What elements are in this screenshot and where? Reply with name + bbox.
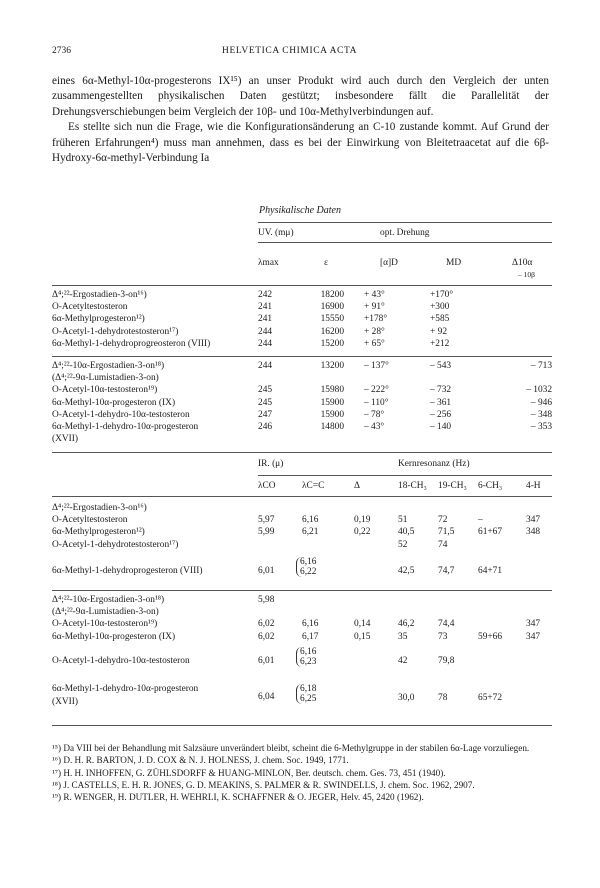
compound-name: 6α-Methyl-10α-progesteron (IX) <box>52 631 176 642</box>
compound-name-line2: (XVII) <box>52 697 79 707</box>
value-19ch3: 78 <box>438 693 448 703</box>
value-6ch3: 61+67 <box>478 527 503 538</box>
compound-name: O-Acetyl-1-dehydro-10α-testosteron <box>52 409 190 420</box>
value-cc2: 6,25 <box>300 694 317 704</box>
value-18ch3 <box>398 502 438 514</box>
value-6ch3: 59+66 <box>478 631 503 642</box>
value-epsilon <box>308 433 364 445</box>
alpha-d-header: [α]D <box>380 258 398 268</box>
value-epsilon: 15900 <box>320 397 344 408</box>
value-epsilon: 15200 <box>320 338 344 349</box>
value-lambda-max: 247 <box>258 409 273 420</box>
value-cc: 6,16 <box>302 515 319 526</box>
compound-name: O-Acetyl-10α-testosteron¹⁹) <box>52 619 158 630</box>
nmr-header: Kernresonanz (Hz) <box>398 459 470 469</box>
value-alpha-d: – 43° <box>364 422 385 433</box>
rule-header-2 <box>52 496 552 497</box>
table-row <box>52 372 552 384</box>
value-delta <box>496 289 552 301</box>
table-row <box>52 360 552 372</box>
value-alpha-d: – 78° <box>364 409 385 420</box>
value-epsilon <box>308 372 364 384</box>
value-19ch3: 72 <box>438 515 448 526</box>
value-cc1: 6,16 <box>300 647 317 657</box>
footnote-16: ¹⁶) D. H. R. BARTON, J. D. COX & N. J. HOLNESS, J. chem. Soc. 1949, 1771. <box>52 755 349 766</box>
value-delta <box>354 502 398 514</box>
value-lambda-max <box>258 433 308 445</box>
footnote-17: ¹⁷) H. H. INHOFFEN, G. ZÜHLSDORFF & HUANG-MINLON, Ber. deutsch. chem. Ges. 73, 451 (1940). <box>52 767 446 778</box>
rule-group-2 <box>258 475 552 476</box>
ch3-18-header: 18-CH₃ <box>398 481 427 491</box>
table-caption: Physikalische Daten <box>259 205 341 216</box>
value-6ch3: 65+72 <box>478 693 503 703</box>
value-lambda-max: 244 <box>258 361 273 371</box>
value-md: + 92 <box>430 326 448 337</box>
value-cc: 6,17 <box>302 631 319 642</box>
value-co: 6,01 <box>258 656 275 666</box>
value-4h: 348 <box>526 527 541 538</box>
value-md <box>430 433 496 445</box>
rule-table-2-top <box>52 452 552 453</box>
journal-title: HELVETICA CHIMICA ACTA <box>222 46 358 56</box>
table-row <box>52 313 552 325</box>
value-epsilon: 13200 <box>320 361 344 371</box>
delta-sub-header: – 10β <box>518 270 535 279</box>
value-18ch3 <box>398 606 438 618</box>
value-md: +300 <box>430 302 450 313</box>
table2-block1 <box>52 502 552 551</box>
footnote-19: ¹⁹) R. WENGER, H. DUTLER, H. WEHRLI, K. SCHAFFNER & O. JEGER, Helv. 45, 2420 (1962). <box>52 792 424 803</box>
value-cc <box>302 606 354 618</box>
compound-name: Δ⁴;²²-Ergostadien-3-on¹⁶) <box>52 503 147 513</box>
value-18ch3: 42 <box>398 656 408 666</box>
value-epsilon: 16200 <box>320 326 344 337</box>
value-delta <box>354 539 398 551</box>
value-delta <box>496 301 552 313</box>
value-6ch3 <box>478 539 526 551</box>
table1-block2 <box>52 360 552 445</box>
value-co <box>258 539 302 551</box>
footnote-15: ¹⁵) Da VIII bei der Behandlung mit Salzsäure unverändert bleibt, scheint die 6-Methylgruppe in der stabilen 6α-Lage vorzuliegen. <box>52 743 530 753</box>
cc-brace <box>296 557 316 577</box>
table-row <box>52 338 552 350</box>
epsilon-header: ε <box>324 258 328 268</box>
value-delta <box>496 313 552 325</box>
value-alpha-d: + 91° <box>364 302 385 313</box>
compound-name: 6α-Methyl-10α-progesteron (IX) <box>52 397 176 408</box>
value-alpha-d: – 110° <box>364 397 389 408</box>
value-epsilon: 15980 <box>320 385 344 396</box>
value-delta <box>354 606 398 618</box>
uv-header: UV. (mμ) <box>258 228 294 238</box>
value-delta <box>354 594 398 606</box>
value-co: 6,02 <box>258 631 275 642</box>
value-18ch3: 51 <box>398 515 408 526</box>
value-6ch3 <box>478 606 526 618</box>
value-19ch3 <box>438 606 478 618</box>
value-alpha-d <box>364 433 430 445</box>
table-row <box>52 326 552 338</box>
md-header: MD <box>446 258 462 268</box>
value-4h: 347 <box>526 631 541 642</box>
value-6ch3 <box>478 618 526 630</box>
cc-brace <box>296 684 316 704</box>
rule-block-1 <box>52 356 552 357</box>
value-6ch3 <box>478 502 526 514</box>
table-row <box>52 618 552 630</box>
co-header: λCO <box>258 481 276 491</box>
compound-name: O-Acetyl-1-dehydrotestosteron¹⁷) <box>52 539 179 550</box>
value-6ch3: 64+71 <box>478 566 503 576</box>
ch3-19-header: 19-CH₃ <box>438 481 467 491</box>
value-4h: 347 <box>526 619 541 630</box>
value-alpha-d: + 43° <box>364 290 385 300</box>
rotation-header: opt. Drehung <box>380 228 430 238</box>
value-delta: 0,22 <box>354 527 371 538</box>
value-epsilon: 18200 <box>320 290 344 300</box>
value-co: 6,01 <box>258 566 275 576</box>
value-18ch3: 40,5 <box>398 527 415 538</box>
value-co: 5,98 <box>258 595 275 605</box>
value-delta: 0,15 <box>354 631 371 642</box>
table1-col-header <box>52 256 552 284</box>
value-md: – 732 <box>430 385 452 396</box>
table-row <box>52 421 552 433</box>
value-cc2: 6,23 <box>300 657 317 667</box>
table-row <box>52 301 552 313</box>
value-lambda-max: 245 <box>258 385 273 396</box>
compound-name: 6α-Methyl-1-dehydro-10α-progesteron <box>52 422 199 433</box>
value-co: 5,99 <box>258 527 275 538</box>
value-19ch3: 74 <box>438 539 448 550</box>
compound-name: O-Acetyltestosteron <box>52 515 128 526</box>
value-19ch3: 74,7 <box>438 566 455 576</box>
value-delta: 0,14 <box>354 619 371 630</box>
value-4h: 347 <box>526 515 541 526</box>
value-6ch3 <box>478 594 526 606</box>
value-md: – 140 <box>430 422 452 433</box>
value-alpha-d: + 65° <box>364 338 385 349</box>
value-lambda-max: 244 <box>258 326 273 337</box>
rule-block-2 <box>52 590 552 591</box>
value-cc: 6,21 <box>302 527 319 538</box>
table2-row-xvii <box>52 684 552 714</box>
value-epsilon: 15900 <box>320 409 344 420</box>
value-delta <box>496 338 552 350</box>
table-row <box>52 539 552 551</box>
value-cc2: 6,22 <box>300 567 317 577</box>
table-row <box>52 409 552 421</box>
compound-name: 6α-Methyl-1-dehydroprogreosteron (VIII) <box>52 338 211 349</box>
body-text <box>52 74 549 166</box>
value-cc1: 6,16 <box>300 557 317 567</box>
value-6ch3: – <box>478 515 483 526</box>
value-md: +170° <box>430 290 454 300</box>
value-co: 5,97 <box>258 515 275 526</box>
value-18ch3: 30,0 <box>398 693 415 703</box>
compound-name: Δ⁴;²²-Ergostadien-3-on¹⁶) <box>52 290 147 300</box>
rule-table-bottom <box>52 725 552 726</box>
paragraph-1: eines 6α-Methyl-10α-progesterons IX¹⁵) an unser Produkt wird auch durch den Vergleich der unten zusammengestellten physikalischen Daten gestützt; insbesondere fällt die Parallelität der Drehungsverschiebungen beim Vergleich der 10β- und 10α-Methylverbindungen auf. <box>52 75 549 118</box>
value-lambda-max: 241 <box>258 302 273 313</box>
footnote-18: ¹⁸) J. CASTELLS, E. H. R. JONES, G. D. MEAKINS, S. PALMER & R. SWINDELLS, J. chem. Soc. 1962, 2907. <box>52 779 475 790</box>
ch3-6-header: 6-CH₃ <box>478 481 503 491</box>
rule-top <box>258 222 552 223</box>
value-delta: – 946 <box>530 397 552 408</box>
compound-name: 6α-Methyl-1-dehydroprogesteron (VIII) <box>52 566 203 576</box>
value-cc <box>302 539 354 551</box>
compound-name: (Δ⁴;²²-9α-Lumistadien-3-on) <box>52 373 159 384</box>
value-co <box>258 502 302 514</box>
value-delta: – 1032 <box>526 385 552 396</box>
value-md <box>430 372 496 384</box>
table2-block2 <box>52 594 552 643</box>
table-row <box>52 384 552 396</box>
value-4h <box>526 606 552 618</box>
value-cc1: 6,18 <box>300 684 317 694</box>
table-row <box>52 594 552 606</box>
lambda-max-header: λmax <box>258 258 279 268</box>
table2-row-testo <box>52 647 552 677</box>
value-alpha-d: +178° <box>364 314 388 325</box>
compound-name: Δ⁴;²²-10α-Ergostadien-3-on¹⁸) <box>52 595 165 605</box>
value-18ch3: 35 <box>398 631 408 642</box>
value-epsilon: 15550 <box>320 314 344 325</box>
table-row <box>52 502 552 514</box>
value-md: – 361 <box>430 397 452 408</box>
footnotes <box>52 742 552 803</box>
value-cc <box>302 594 354 606</box>
rule-group-1 <box>258 242 552 243</box>
value-delta <box>496 433 552 445</box>
cc-brace <box>296 647 316 667</box>
h4-header: 4-H <box>526 481 541 491</box>
value-alpha-d: + 28° <box>364 326 385 337</box>
value-epsilon: 14800 <box>320 422 344 433</box>
value-md: – 256 <box>430 409 452 420</box>
value-cc <box>302 502 354 514</box>
value-lambda-max: 242 <box>258 290 273 300</box>
value-lambda-max: 244 <box>258 338 273 349</box>
delta2-header: Δ <box>354 481 361 491</box>
value-delta <box>496 372 552 384</box>
table-row <box>52 514 552 526</box>
value-18ch3: 46,2 <box>398 619 415 630</box>
value-delta: – 353 <box>530 422 552 433</box>
value-18ch3 <box>398 594 438 606</box>
table1-block1 <box>52 289 552 350</box>
compound-name: 6α-Methylprogesteron¹²) <box>52 314 145 325</box>
value-md: +585 <box>430 314 450 325</box>
value-alpha-d: – 222° <box>364 385 389 396</box>
table-row <box>52 397 552 409</box>
compound-name: 6α-Methylprogesteron¹²) <box>52 527 145 538</box>
table2-row-viii <box>52 557 552 587</box>
value-delta: 0,19 <box>354 515 371 526</box>
value-19ch3: 74,4 <box>438 619 455 630</box>
delta-header: Δ10α <box>512 258 533 268</box>
compound-name: O-Acetyl-10α-testosteron¹⁹) <box>52 385 158 396</box>
cc-header: λC=C <box>302 481 325 491</box>
value-co: 6,04 <box>258 692 275 702</box>
value-18ch3: 42,5 <box>398 566 415 576</box>
value-alpha-d <box>364 372 430 384</box>
value-18ch3: 52 <box>398 539 408 550</box>
table-row <box>52 289 552 301</box>
value-19ch3 <box>438 594 478 606</box>
value-lambda-max: 241 <box>258 314 273 325</box>
value-epsilon: 16900 <box>320 302 344 313</box>
value-co <box>258 606 302 618</box>
rule-header-1 <box>52 285 552 286</box>
paragraph-2: Es stellte sich nun die Frage, wie die Konfigurationsänderung an C-10 zustande kommt. Auf Grund der früheren Erfahrungen⁴) muss man annehmen, dass es bei der Einwirkung von Bleitetraacetat auf die 6β-Hydroxy-6α-methyl-Verbindung Ia <box>52 121 549 165</box>
value-lambda-max: 245 <box>258 397 273 408</box>
table-row <box>52 631 552 643</box>
value-delta <box>496 326 552 338</box>
value-lambda-max: 246 <box>258 422 273 433</box>
value-4h <box>526 539 552 551</box>
value-4h <box>526 594 552 606</box>
table-row <box>52 606 552 618</box>
value-co: 6,02 <box>258 619 275 630</box>
table-row <box>52 433 552 445</box>
table-row <box>52 526 552 538</box>
value-19ch3: 73 <box>438 631 448 642</box>
value-delta: – 348 <box>530 409 552 420</box>
value-alpha-d: – 137° <box>364 361 389 371</box>
compound-name: O-Acetyl-1-dehydrotestosteron¹⁷) <box>52 326 179 337</box>
compound-name: Δ⁴;²²-10α-Ergostadien-3-on¹⁸) <box>52 361 165 371</box>
value-4h <box>526 502 552 514</box>
value-delta: – 713 <box>530 361 552 371</box>
compound-name: O-Acetyl-1-dehydro-10α-testosteron <box>52 656 190 666</box>
value-cc: 6,16 <box>302 619 319 630</box>
value-md: – 543 <box>430 361 452 371</box>
value-19ch3: 79,8 <box>438 656 455 666</box>
page-number: 2736 <box>52 46 71 56</box>
compound-name: O-Acetyltestosteron <box>52 302 128 313</box>
value-19ch3 <box>438 502 478 514</box>
value-19ch3: 71,5 <box>438 527 455 538</box>
value-lambda-max <box>258 372 308 384</box>
compound-name: (XVII) <box>52 434 79 445</box>
compound-name: 6α-Methyl-1-dehydro-10α-progesteron <box>52 684 199 694</box>
value-md: +212 <box>430 338 450 349</box>
compound-name: (Δ⁴;²²-9α-Lumistadien-3-on) <box>52 607 159 618</box>
ir-header: IR. (μ) <box>258 459 284 469</box>
